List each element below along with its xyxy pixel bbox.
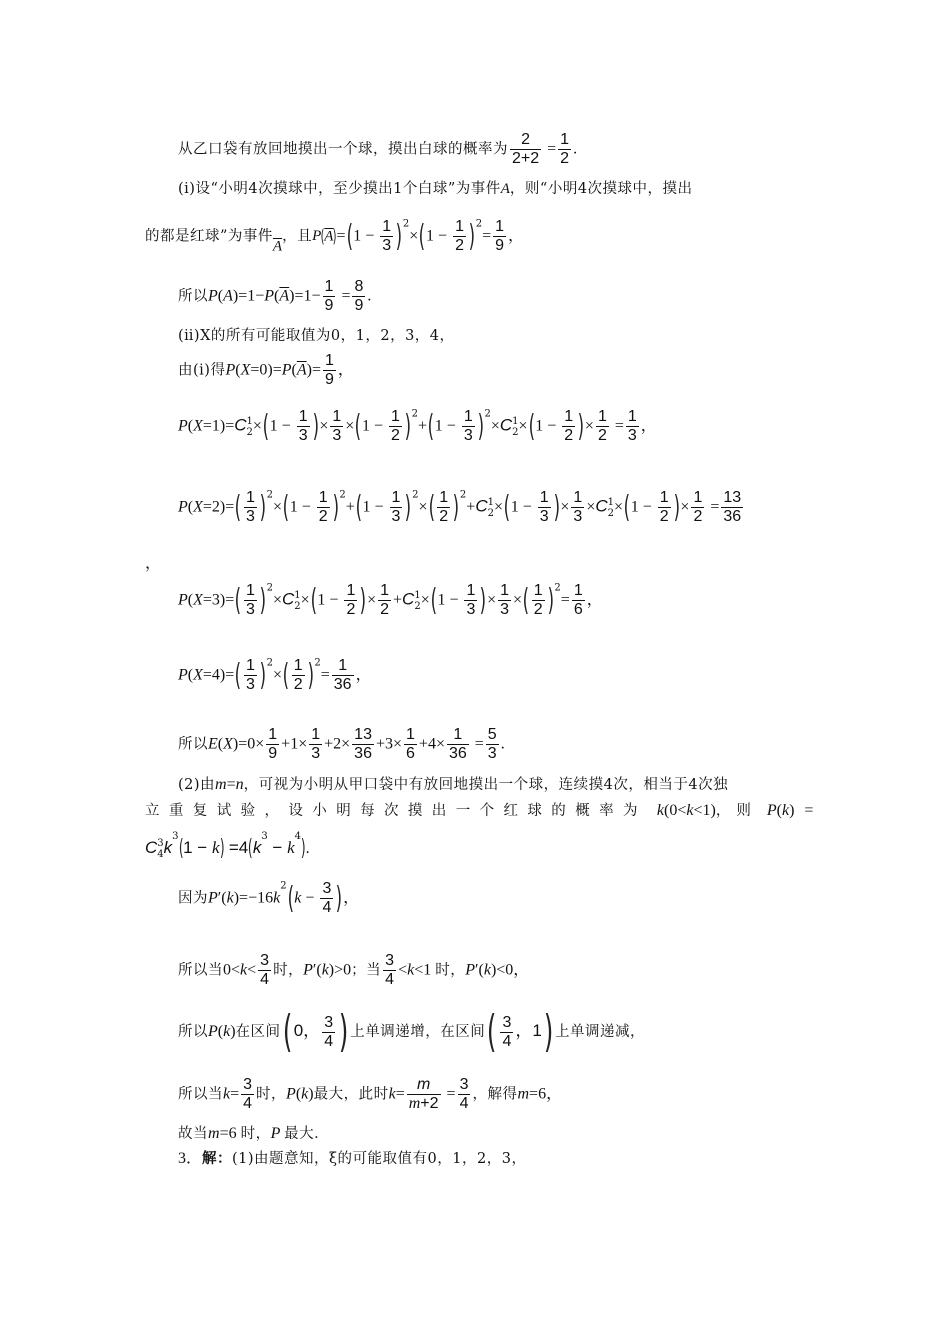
max-label: 最大，此时 xyxy=(313,1086,389,1103)
sentence-white-ball-prob: 从乙口袋有放回地摸出一个球，摸出白球的概率为 xyxy=(178,141,508,158)
so-label: 所以 xyxy=(178,736,208,753)
text-line-6: 由(ⅰ)得$P(X=0)=P(\overline{A})=$ $\frac{1}{9}$ ， xyxy=(178,352,354,388)
text-part2-line2: 立重复试验，设小明每次摸出一个红球的概率为 k(0<k<1)，则 P(k) = xyxy=(145,802,814,819)
therefore-label: 故当 xyxy=(178,1126,208,1142)
text-line-2: (ⅰ)设“小明4次摸球中，至少摸出1个白球”为事件A，则“小明4次摸球中，摸出 xyxy=(178,181,693,197)
comma-wrap: ， xyxy=(145,555,162,572)
so-when-label: 所以当 xyxy=(178,962,223,979)
sentence-and: ，且 xyxy=(282,228,313,245)
text-line-3: 的都是红球”为事件$\overline{A}$，且$P(\overline{A})=(1$ − $\frac{1}{3}$ )$^2$×(1 − $\frac{1}{2}$ )$^2$= $\frac{1}{9}$ ， xyxy=(145,218,525,255)
when-label-3: 时， xyxy=(435,962,466,979)
part2-label: (2)由 xyxy=(178,777,216,793)
so-label-2: 所以 xyxy=(178,1023,208,1040)
text-line-5 xyxy=(178,328,455,344)
interval-label: 在区间 xyxy=(235,1023,281,1040)
increasing-label: 上单调递增，在区间 xyxy=(350,1023,486,1040)
solve-label: ，解得 xyxy=(472,1086,518,1103)
text-part2-line1: (2)由m=n，可视为小明从甲口袋中有放回地摸出一个球，连续摸4次，相当于4次独 xyxy=(178,776,729,793)
text-line-4: 所以$P(A)=1-P(\overline{A})=1-$ $\frac{1}{9}$ = $\frac{8}{9}$ . xyxy=(178,278,372,314)
question-3-sentence: (1)由题意知，ξ的可能取值有0，1，2，3， xyxy=(232,1151,527,1167)
formula-pk: C 3 4 $k^3(1 - k) =4(k^3 - k^4)$. xyxy=(145,831,310,861)
decreasing-label: 上单调递减， xyxy=(554,1023,645,1040)
when-label-4: 时， xyxy=(256,1086,287,1103)
when-label-2: ；当 xyxy=(351,962,382,979)
part2-sentence-2: 立重复试验，设小明每次摸出一个红球的概率为 xyxy=(145,803,647,819)
formula-px3: P(X=3)=( $\frac{1}{3}$ )$^2$×C 1 2 ×(1 − $\frac{1}{2}$ )× $\frac{1}{2}$ +C 1 2 ×(1 − $\frac{1}{3}$ )× $\frac{1}{3}$ ×( $\frac{1}{2}$ )$^2$= $\frac{1}{6}$ ， xyxy=(178,582,603,618)
sentence-all-red: 的都是红球”为事件 xyxy=(145,228,273,245)
from-i-label: 由(ⅰ)得 xyxy=(178,362,226,379)
when-label-5: 时， xyxy=(240,1126,271,1142)
sentence-event-a-cont: ，则“小明4次摸球中，摸出 xyxy=(509,181,693,197)
answer-label: 解： xyxy=(202,1150,233,1167)
formula-expectation: 所以E(X)=0× $\frac{1}{9}$ +1× $\frac{1}{3}$ +2× $\frac{13}{36}$ +3× $\frac{1}{6}$ +4× $\frac{1}{36}$ = $\frac{5}{3}$ . xyxy=(178,726,505,762)
sentence-event-a: (ⅰ)设“小明4次摸球中，至少摸出1个白球”为事件 xyxy=(178,181,501,197)
text-question-3 xyxy=(178,1151,526,1167)
part2-then: ，则 xyxy=(715,803,757,819)
so-when-label-2: 所以当 xyxy=(178,1086,223,1103)
text-max: 所以当k= $\frac{3}{4}$ 时，P(k)最大，此时k= $\frac{m}{m+2}$ = $\frac{3}{4}$ ，解得m=6， xyxy=(178,1076,563,1112)
text-sign: 所以当0<k< $\frac{3}{4}$ 时，P′(k)>0；当 $\frac{3}{4}$ <k<1 时，P′(k)<0， xyxy=(178,952,530,988)
when-label: 时， xyxy=(273,962,304,979)
formula-px4: P(X=4)=( $\frac{1}{3}$ )$^2$×( $\frac{1}{2}$ )$^2$= $\frac{1}{36}$ ， xyxy=(178,657,372,693)
formula-px1: P(X=1)=C 1 2 ×(1 − $\frac{1}{3}$ )× $\frac{1}{3}$ ×(1 − $\frac{1}{2}$ )$^2$+(1 − $\frac{1}{3}$ )$^2$×C 1 2 ×(1 − $\frac{1}{2}$ )× $\frac{1}{2}$ = $\frac{1}{3}$ ， xyxy=(178,408,657,444)
max-label-2: 最大． xyxy=(284,1126,330,1142)
sentence-x-values: (ⅱ)X的所有可能取值为0，1，2，3，4， xyxy=(178,328,455,344)
text-line-1: 从乙口袋有放回地摸出一个球，摸出白球的概率为 $\frac{2}{2+2}$ = $\frac{1}{2}$ . xyxy=(178,131,578,167)
fraction: $\frac{2}{2+2}$ xyxy=(512,131,540,167)
text-monotonic: 所以P(k)在区间( 0， $\frac{3}{4}$ ) 上单调递增，在区间( $\frac{3}{4}$ ，1) 上单调递减， xyxy=(178,1006,645,1057)
formula-px2: P(X=2)=( $\frac{1}{3}$ )$^2$×(1 − $\frac{1}{2}$ )$^2$+(1 − $\frac{1}{3}$ )$^2$×( $\frac{1}{2}$ )$^2$+C 1 2 ×(1 − $\frac{1}{3}$ )× $\frac{1}{3}$ ×C 1 2 ×(1 − $\frac{1}{2}$ )× $\frac{1}{2}$ = $\frac{13}{36}$ xyxy=(178,489,742,525)
part2-sentence: ，可视为小明从甲口袋中有放回地摸出一个球，连续摸4次，相当于4次独 xyxy=(243,777,729,793)
fraction: $\frac{1}{2}$ xyxy=(560,131,570,167)
question-number: 3． xyxy=(178,1150,203,1167)
formula-derivative: 因为$P'(k)=-16k^2(k$ − $\frac{3}{4}$ )， xyxy=(178,880,360,916)
because-label: 因为 xyxy=(178,890,208,907)
text-conclusion: 故当m=6 时，P 最大． xyxy=(178,1125,330,1142)
so-label: 所以 xyxy=(178,288,208,305)
